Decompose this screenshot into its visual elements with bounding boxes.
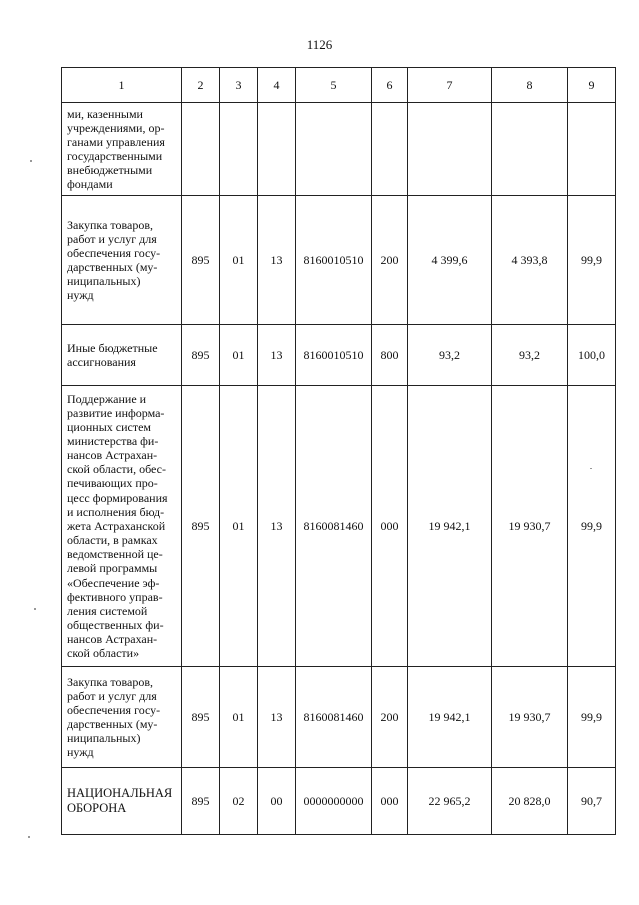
cell-c5: 8160010510 (296, 196, 372, 325)
column-header: 6 (372, 68, 408, 103)
row-name (62, 325, 182, 386)
cell-c8: 93,2 (492, 325, 568, 386)
cell-c7: 19 942,1 (408, 386, 492, 667)
row-name-line: фондами (67, 177, 113, 192)
row-name-line: работ и услуг для (67, 231, 157, 246)
scan-speck (590, 468, 592, 469)
cell-c4: 13 (258, 196, 296, 325)
cell-c8: 19 930,7 (492, 386, 568, 667)
cell-c9: 90,7 (568, 768, 616, 835)
cell-c4: 13 (258, 386, 296, 667)
column-header: 7 (408, 68, 492, 103)
cell-c3: 01 (220, 667, 258, 768)
row-name (62, 768, 182, 835)
cell-c2: 895 (182, 667, 220, 768)
cell-c9: 99,9 (568, 667, 616, 768)
cell-c4 (258, 103, 296, 196)
cell-c2: 895 (182, 768, 220, 835)
cell-c5: 8160010510 (296, 325, 372, 386)
row-name-line: Закупка товаров, (67, 217, 153, 232)
row-name-line: нансов Астрахан- (67, 632, 158, 647)
row-name-line: жета Астраханской (67, 518, 166, 533)
cell-c8: 19 930,7 (492, 667, 568, 768)
row-name-line: общественных фи- (67, 618, 164, 633)
row-name-line: «Обеспечение эф- (67, 575, 160, 590)
column-header: 2 (182, 68, 220, 103)
column-header: 5 (296, 68, 372, 103)
cell-c8: 4 393,8 (492, 196, 568, 325)
cell-c9 (568, 103, 616, 196)
table-row (62, 325, 616, 386)
column-header: 9 (568, 68, 616, 103)
cell-c6 (372, 103, 408, 196)
row-name-line: обеспечения госу- (67, 702, 161, 717)
row-name-line: развитие информа- (67, 405, 165, 420)
row-name-line: внебюджетными (67, 163, 153, 178)
row-name-line: печивающих про- (67, 476, 158, 491)
row-name-line: ционных систем (67, 419, 151, 434)
row-name (62, 103, 182, 196)
table-row (62, 667, 616, 768)
row-name-line: работ и услуг для (67, 688, 157, 703)
cell-c3: 01 (220, 196, 258, 325)
row-name-line: и исполнения бюд- (67, 504, 165, 519)
row-name-line: государственными (67, 149, 163, 163)
cell-c7: 93,2 (408, 325, 492, 386)
cell-c9: 100,0 (568, 325, 616, 386)
header-row (62, 68, 616, 103)
column-header: 1 (62, 68, 182, 103)
row-name-line: ской области, обес- (67, 462, 166, 477)
cell-c2: 895 (182, 325, 220, 386)
row-name-line: Закупка товаров, (67, 674, 153, 689)
row-name-line: Иные бюджетные (67, 340, 158, 355)
cell-c2 (182, 103, 220, 196)
cell-c5: 8160081460 (296, 386, 372, 667)
scan-speck (34, 608, 36, 610)
row-name-line: цесс формирования (67, 490, 168, 505)
cell-c5 (296, 103, 372, 196)
cell-c6: 000 (372, 768, 408, 835)
row-name-line: ганами управления (67, 134, 165, 149)
cell-c4: 13 (258, 667, 296, 768)
row-name-line: обеспечения госу- (67, 245, 161, 260)
cell-c4: 13 (258, 325, 296, 386)
cell-c6: 000 (372, 386, 408, 667)
row-name-line: ской области» (67, 646, 140, 661)
row-name (62, 386, 182, 667)
cell-c7 (408, 103, 492, 196)
cell-c6: 200 (372, 667, 408, 768)
table-row (62, 386, 616, 667)
cell-c4: 00 (258, 768, 296, 835)
row-name-line: Поддержание и (67, 391, 147, 406)
cell-c5: 0000000000 (296, 768, 372, 835)
row-name-line: дарственных (му- (67, 717, 158, 731)
cell-c7: 22 965,2 (408, 768, 492, 835)
column-header: 4 (258, 68, 296, 103)
cell-c3: 02 (220, 768, 258, 835)
cell-c8: 20 828,0 (492, 768, 568, 835)
row-name-line: ведомственной це- (67, 547, 163, 562)
column-header: 8 (492, 68, 568, 103)
row-name-line: фективного управ- (67, 589, 163, 604)
cell-c2: 895 (182, 196, 220, 325)
row-name-line: области, в рамках (67, 533, 158, 548)
cell-c9: 99,9 (568, 196, 616, 325)
row-name-line: ми, казенными (67, 106, 143, 121)
cell-c3 (220, 103, 258, 196)
cell-c2: 895 (182, 386, 220, 667)
cell-c7: 19 942,1 (408, 667, 492, 768)
cell-c3: 01 (220, 386, 258, 667)
row-name-line: нансов Астрахан- (67, 448, 158, 463)
row-name-line: нужд (67, 288, 94, 303)
row-name-line: нужд (67, 745, 94, 760)
row-name-line: учреждениями, ор- (67, 120, 165, 135)
column-header: 3 (220, 68, 258, 103)
row-name (62, 667, 182, 768)
row-name-line: ниципальных) (67, 731, 141, 746)
table-row (62, 196, 616, 325)
row-name-line: дарственных (му- (67, 260, 158, 274)
row-name-line: ниципальных) (67, 274, 141, 289)
row-name-line: НАЦИОНАЛЬНАЯ (67, 786, 173, 801)
row-name-line: ления системой (67, 603, 148, 618)
scan-speck (30, 160, 32, 162)
row-name (62, 196, 182, 325)
cell-c9: 99,9 (568, 386, 616, 667)
budget-table (61, 67, 616, 835)
cell-c3: 01 (220, 325, 258, 386)
cell-c5: 8160081460 (296, 667, 372, 768)
row-name-line: ассигнования (67, 355, 136, 369)
page-number: 1126 (306, 37, 333, 52)
scan-speck (28, 836, 30, 838)
table-row (62, 768, 616, 835)
cell-c6: 800 (372, 325, 408, 386)
cell-c6: 200 (372, 196, 408, 325)
cell-c7: 4 399,6 (408, 196, 492, 325)
row-name-line: ОБОРОНА (67, 801, 127, 815)
cell-c8 (492, 103, 568, 196)
table-row (62, 103, 616, 196)
row-name-line: министерства фи- (67, 433, 159, 448)
row-name-line: левой программы (67, 561, 158, 576)
